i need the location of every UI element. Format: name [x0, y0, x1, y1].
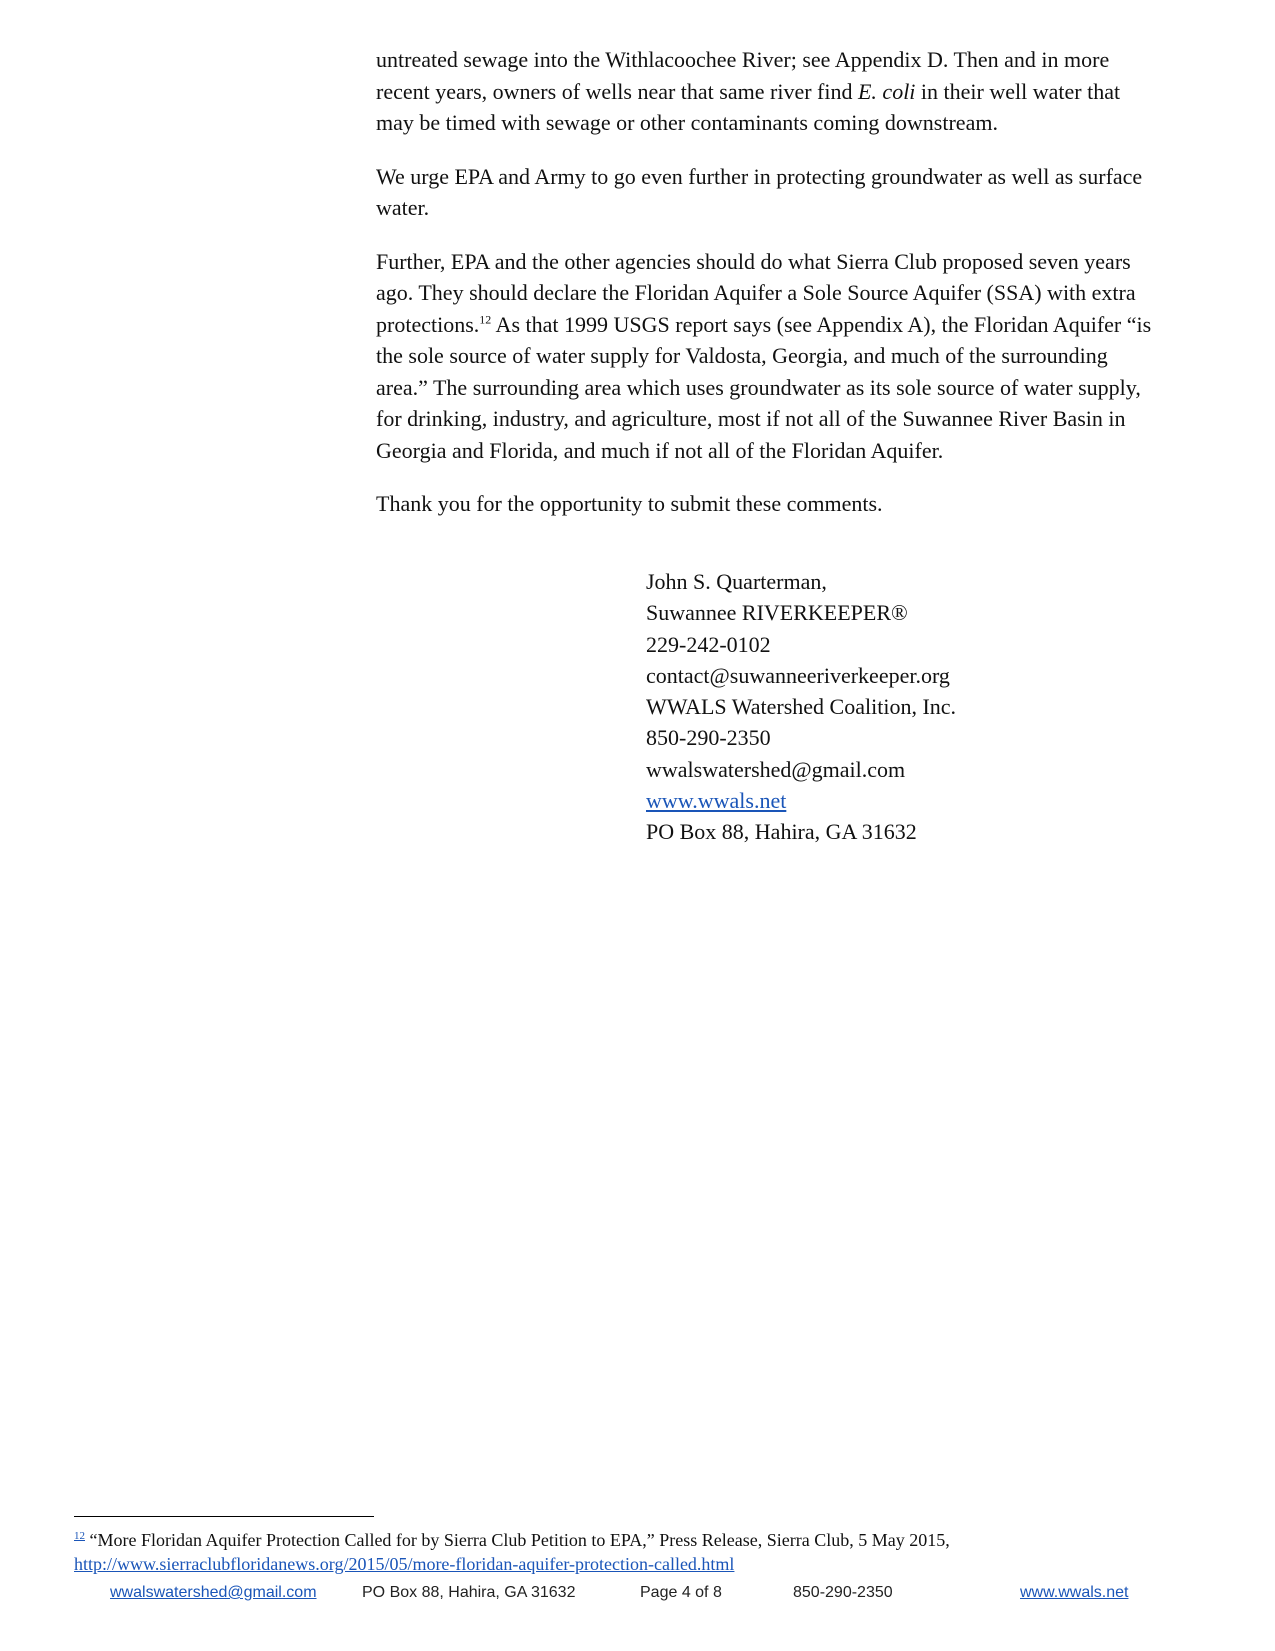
org-address: PO Box 88, Hahira, GA 31632 [646, 819, 917, 845]
page-footer [0, 1584, 1275, 1604]
signer-title: Suwannee RIVERKEEPER® [646, 600, 908, 626]
ecoli-italic: E. coli [857, 78, 916, 104]
org-email: wwalswatershed@gmail.com [646, 756, 906, 782]
org-phone: 850-290-2350 [646, 725, 771, 751]
paragraph-sewage: untreated sewage into the Withlacoochee River; see Appendix D. Then and in more recent years, owners of wells near that same river find E. coli in their well water that may be timed with sewage or other contaminants coming downstream. [376, 47, 1121, 135]
footnote-url-link[interactable]: http://www.sierraclubfloridanews.org/2015/05/more-floridan-aquifer-protection-called.html [74, 1554, 735, 1574]
footer-phone: 850-290-2350 [793, 1584, 893, 1601]
paragraph-urge: We urge EPA and Army to go even further in protecting groundwater as well as surface water. [376, 163, 1143, 220]
footnote [74, 1528, 1214, 1576]
org-website-link[interactable]: www.wwals.net [646, 788, 787, 814]
signature-block [646, 566, 956, 848]
org-name: WWALS Watershed Coalition, Inc. [646, 694, 957, 720]
signer-email: contact@suwanneeriverkeeper.org [646, 662, 950, 688]
signer-phone: 229-242-0102 [646, 631, 771, 657]
footer-email-link[interactable]: wwalswatershed@gmail.com [110, 1584, 317, 1601]
paragraph-sole-source: Further, EPA and the other agencies should do what Sierra Club proposed seven years ago. They should declare the Floridan Aquifer a Sole Source Aquifer (SSA) with extra protections.$^{12}$ As that 1999 USGS report says (see Appendix A), the Floridan Aquifer “is the sole source of water supply for Valdosta, Georgia, and much of the surrounding area.” The surrounding area which uses groundwater as its sole source of water supply, for drinking, industry, and agriculture, most if not all of the Suwannee River Basin in Georgia and Florida, and much if not all of the Floridan Aquifer. [376, 248, 1152, 463]
footer-website-link[interactable]: www.wwals.net [1020, 1584, 1129, 1601]
footnote-text: “More Floridan Aquifer Protection Called for by Sierra Club Petition to EPA,” Press Release, Sierra Club, 5 May 2015, [85, 1530, 950, 1550]
footer-page-number: Page 4 of 8 [640, 1584, 722, 1601]
footnote-ref-12[interactable]: 12 [479, 312, 492, 327]
body-text [376, 44, 1156, 542]
footnote-divider [74, 1516, 374, 1517]
signer-name: John S. Quarterman, [646, 569, 827, 594]
footnote-number-link[interactable]: 12 [74, 1530, 85, 1542]
footer-address: PO Box 88, Hahira, GA 31632 [362, 1584, 576, 1601]
paragraph-thanks: Thank you for the opportunity to submit these comments. [376, 491, 883, 516]
